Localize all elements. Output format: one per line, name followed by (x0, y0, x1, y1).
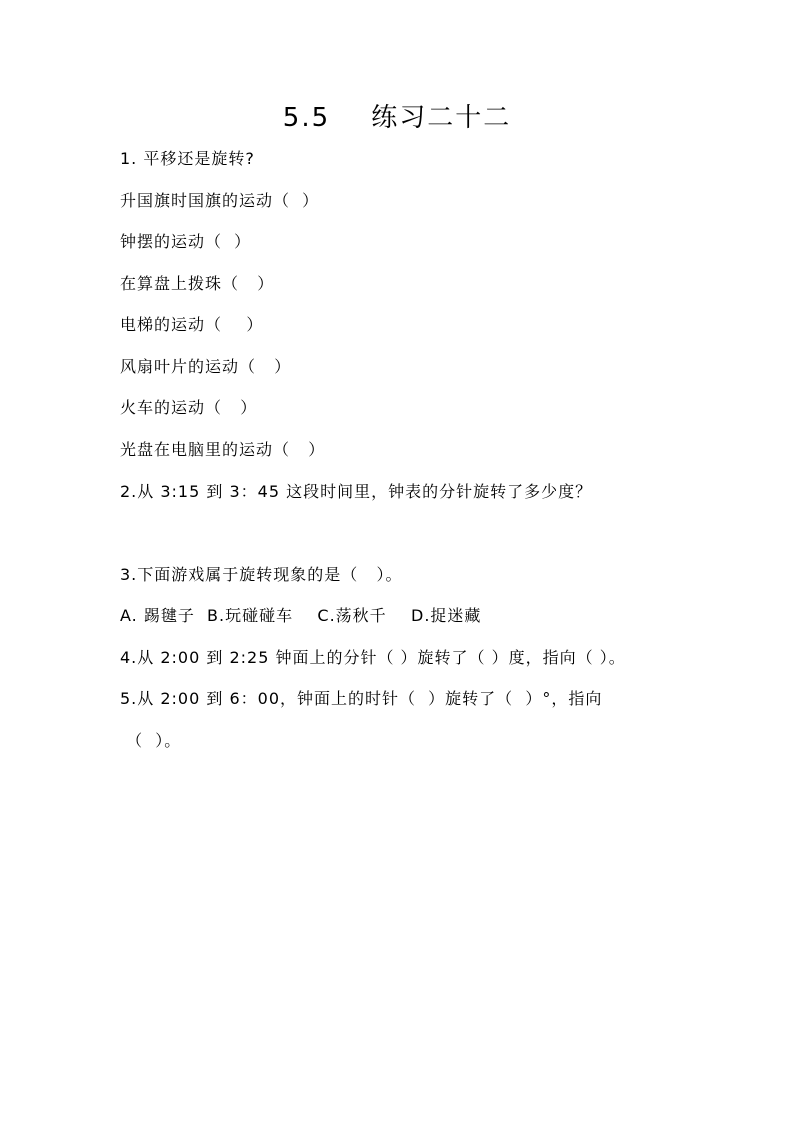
question-1-heading: 1. 平移还是旋转? (120, 149, 255, 168)
question-1-item-abacus: 在算盘上拨珠（ ） (120, 274, 275, 293)
page-title: 5.5 练习二十二 (282, 103, 512, 133)
question-1-item-elevator: 电梯的运动（ ） (120, 315, 264, 334)
question-1-item-flag: 升国旗时国旗的运动（ ） (120, 191, 320, 210)
question-4: 4.从 2:00 到 2:25 钟面上的分针（ ）旋转了（ ）度，指向（ ）。 (120, 648, 626, 667)
question-1-item-fan: 风扇叶片的运动（ ） (120, 357, 292, 376)
question-1-item-disc: 光盘在电脑里的运动（ ） (120, 440, 326, 459)
question-5: 5.从 2:00 到 6：00，钟面上的时针（ ）旋转了（ ）°，指向 (120, 689, 603, 708)
question-5-continued: （ ）。 (120, 731, 182, 750)
question-3-options: A. 踢毽子 B.玩碰碰车 C.荡秋千 D.捉迷藏 (120, 606, 482, 625)
question-1-item-train: 火车的运动（ ） (120, 398, 258, 417)
question-3: 3.下面游戏属于旋转现象的是（ ）。 (120, 565, 403, 584)
question-1-item-pendulum: 钟摆的运动（ ） (120, 232, 252, 251)
question-2: 2.从 3:15 到 3：45 这段时间里，钟表的分针旋转了多少度？ (120, 482, 593, 501)
